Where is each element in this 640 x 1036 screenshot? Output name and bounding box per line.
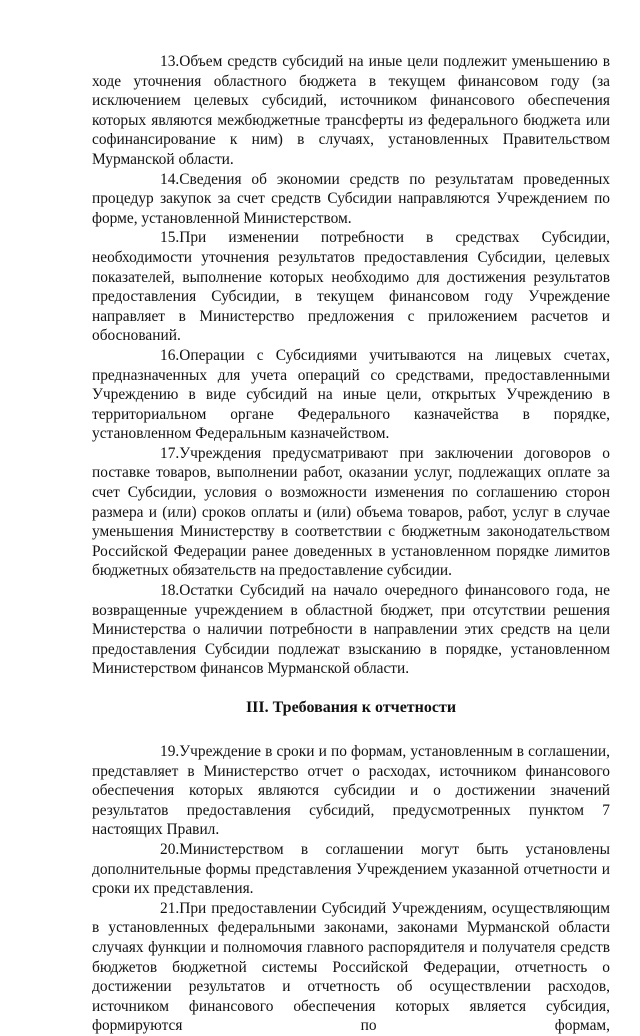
paragraph-text: Учреждения предусматривают при заключении договоров о поставке товаров, выполнении работ, оказании услуг, подлежащих оплате за счет Субсидии, условия о возможности изменения по соглашению сторон размера и (или) сроков оплаты и (или) объема товаров, работ, услуг в случае уменьшения Министерству в соответствии с бюджетным законодательством Российской Федерации ранее доведенных в установленном порядке лимитов бюджетных обязательств на предоставление субсидии. (92, 444, 610, 580)
paragraph-text: Сведения об экономии средств по результатам проведенных процедур закупок за счет средств Субсидии направляются Учреждением по форме, установленной Министерством. (92, 170, 610, 227)
paragraph-13 (92, 52, 610, 170)
paragraph-21 (92, 899, 610, 1036)
paragraph-number: 21. (160, 899, 180, 917)
paragraph-14 (92, 170, 610, 229)
paragraph-number: 20. (160, 840, 180, 858)
paragraph-text: Учреждение в сроки и по формам, установленным в соглашении, представляет в Министерство отчет о расходах, источником финансового обеспечения которых являются субсидии и о достижении значений результатов предоставления субсидий, предусмотренных пунктом 7 настоящих Правил. (92, 743, 610, 839)
paragraph-text: Министерством в соглашении могут быть установлены дополнительные формы представления Учреждением указанной отчетности и сроки их представления. (92, 840, 610, 898)
paragraphs-before (92, 52, 610, 679)
paragraph-15 (92, 228, 610, 346)
paragraph-17 (92, 444, 610, 581)
paragraph-number: 19. (160, 743, 180, 760)
paragraph-18 (92, 581, 610, 679)
paragraph-text: При изменении потребности в средствах Субсидии, необходимости уточнения результатов предоставления Субсидии, целевых показателей, выполнение которых необходимо для достижения результатов предоставления Субсидии, в текущем финансовом году Учреждение направляет в Министерство предложения с приложением расчетов и обоснований. (92, 229, 610, 345)
paragraph-text: Операции с Субсидиями учитываются на лицевых счетах, предназначенных для учета операций со средствами, предоставленными Учреждению в виде субсидий на иные цели, открытых Учреждению в территориальном органе Федерального казначейства в порядке, установленном Федеральным казначейством. (92, 346, 610, 443)
paragraph-16 (92, 346, 610, 444)
paragraph-19 (92, 742, 610, 840)
paragraph-number: 16. (160, 346, 180, 364)
paragraph-number: 17. (160, 444, 180, 462)
paragraph-20 (92, 840, 610, 899)
paragraph-text: Остатки Субсидий на начало очередного финансового года, не возвращенные учреждением в областной бюджет, при отсутствии решения Министерства о наличии потребности в направлении этих средств на цели предоставления Субсидии подлежат взысканию в порядке, установленном Министерством финансов Мурманской области. (92, 582, 610, 678)
paragraph-number: 18. (160, 582, 180, 600)
paragraph-number: 14. (160, 170, 180, 188)
paragraph-number: 15. (160, 229, 180, 247)
paragraph-text: Объем средств субсидий на иные цели подлежит уменьшению в ходе уточнения областного бюджета в текущем финансовом году (за исключением целевых субсидий, источником финансового обеспечения которых являются межбюджетные трансферты из федерального бюджета или софинансирование к ним) в случаях, установленных Правительством Мурманской области. (92, 53, 610, 168)
section-heading: III. Требования к отчетности (245, 699, 457, 716)
paragraphs-after (92, 742, 610, 1036)
paragraph-text: При предоставлении Субсидий Учреждениям, осуществляющим в установленных федеральными законами, законами Мурманской области случаях функции и полномочия главного распорядителя и получателя средств бюджетов бюджетной системы Российской Федерации, отчетность о достижении результатов и отчетность об осуществлении расходов, источником финансового обеспечения которых является субсидия, формируются по формам, (92, 899, 610, 1035)
paragraph-number: 13. (160, 53, 180, 70)
